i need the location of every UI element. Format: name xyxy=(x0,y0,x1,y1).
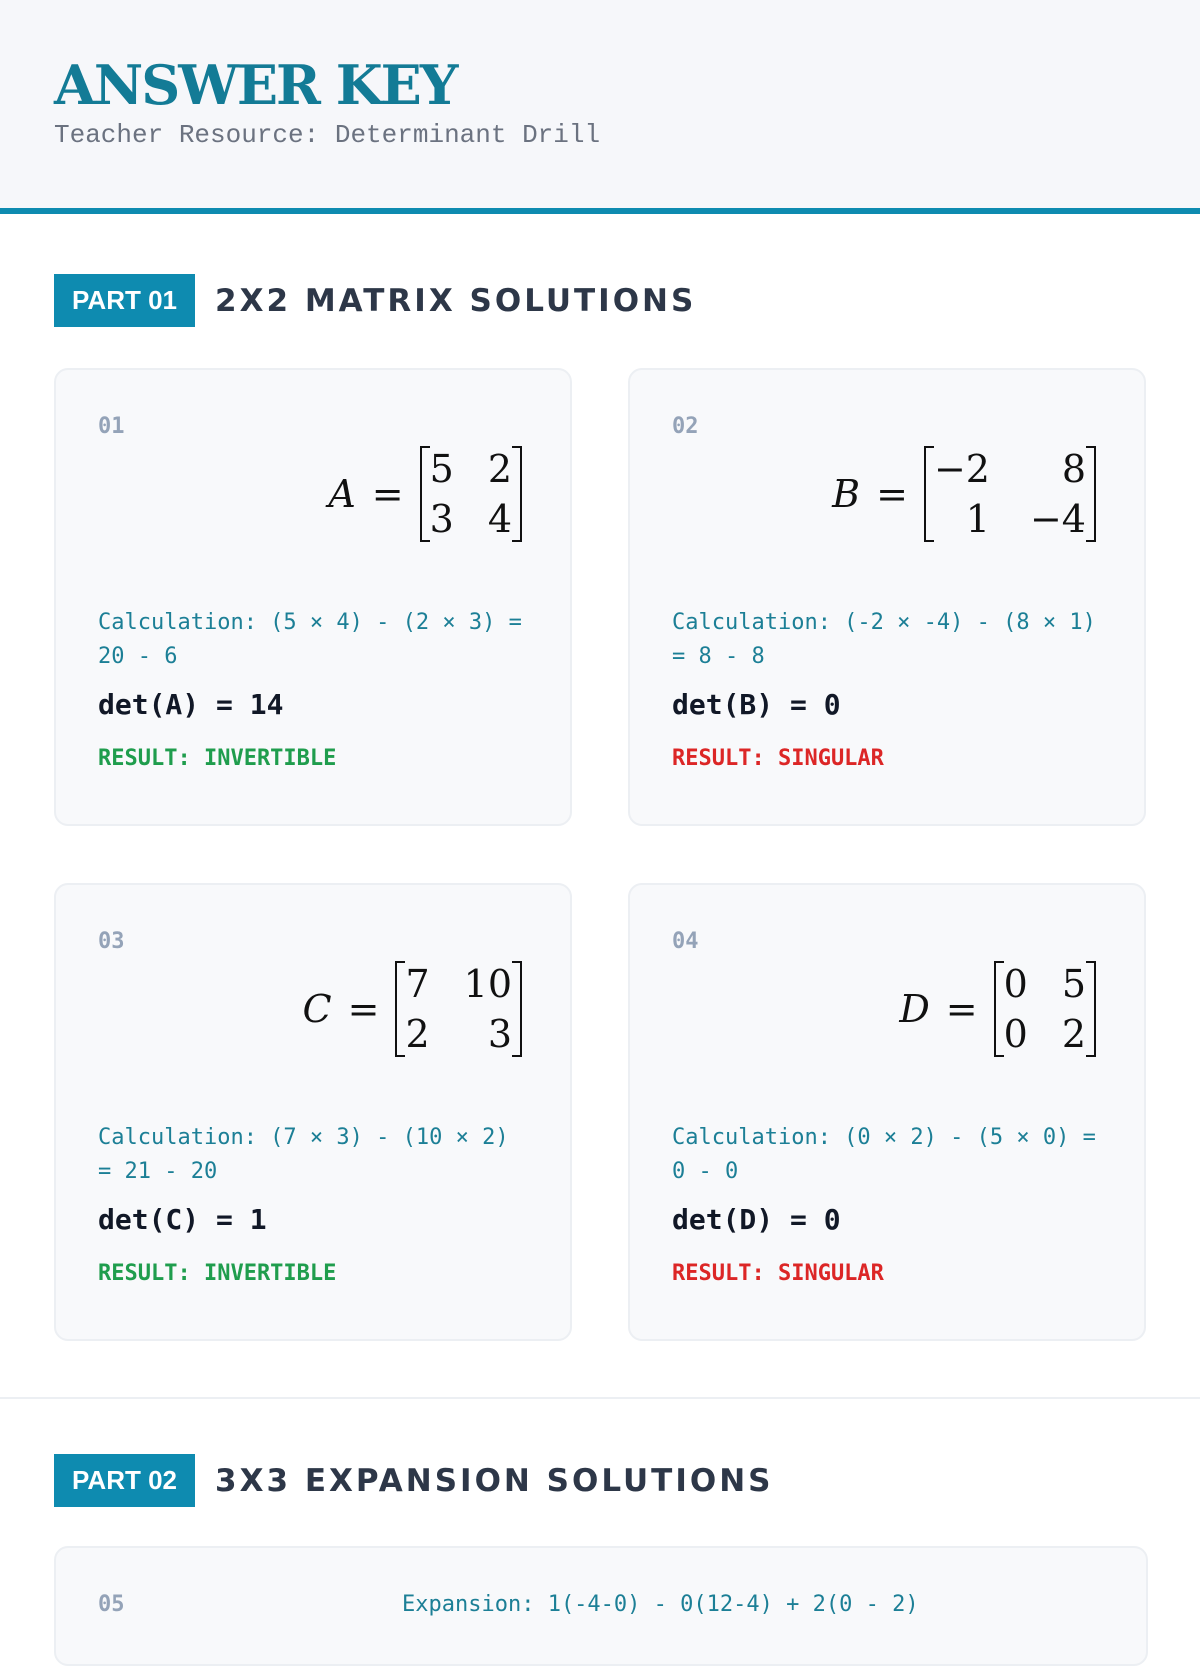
matrix-cell: 0 xyxy=(1003,1012,1028,1056)
calculation-text: Calculation: (0 × 2) - (5 × 0) = 0 - 0 xyxy=(672,1125,1096,1184)
expansion-text: Expansion: 1(-4-0) - 0(12-4) + 2(0 - 2) xyxy=(402,1592,919,1617)
matrix-name: D xyxy=(899,987,930,1031)
matrix-expression xyxy=(303,961,522,1057)
problem-card-03 xyxy=(54,883,572,1341)
calculation-text: Calculation: (-2 × -4) - (8 × 1) = 8 - 8 xyxy=(672,610,1096,669)
part-02-heading xyxy=(54,1454,773,1507)
problem-card-01 xyxy=(54,368,572,826)
result-badge: RESULT: INVERTIBLE xyxy=(98,746,337,771)
matrix-cell: 5 xyxy=(1061,962,1086,1006)
equals-sign: = xyxy=(876,472,908,516)
part-02-badge: PART 02 xyxy=(54,1454,195,1507)
matrix-cell: 3 xyxy=(487,1012,512,1056)
matrix xyxy=(924,446,1096,542)
determinant-value: det(C) = 1 xyxy=(98,1203,267,1236)
result-badge: RESULT: INVERTIBLE xyxy=(98,1261,337,1286)
determinant-value: det(A) = 14 xyxy=(98,688,284,721)
matrix-cell: 5 xyxy=(429,447,454,491)
matrix-name: C xyxy=(302,987,332,1031)
part-01-title: 2X2 MATRIX SOLUTIONS xyxy=(215,282,697,319)
matrix-cell: 2 xyxy=(405,1012,430,1056)
matrix-cell: −2 xyxy=(933,447,990,491)
matrix-cell: −4 xyxy=(1029,497,1086,541)
part-02-title: 3X3 EXPANSION SOLUTIONS xyxy=(215,1462,774,1499)
matrix-expression xyxy=(899,961,1096,1057)
page-title: ANSWER KEY xyxy=(54,53,457,117)
calculation-text: Calculation: (7 × 3) - (10 × 2) = 21 - 20 xyxy=(98,1125,509,1184)
matrix-name: B xyxy=(832,472,861,516)
problem-card-05 xyxy=(54,1546,1148,1666)
matrix-expression xyxy=(328,446,522,542)
matrix-cell: 4 xyxy=(487,497,512,541)
problem-card-02 xyxy=(628,368,1146,826)
page-subtitle: Teacher Resource: Determinant Drill xyxy=(54,120,601,150)
part-01-badge: PART 01 xyxy=(54,274,195,327)
problem-number: 02 xyxy=(672,414,699,439)
result-badge: RESULT: SINGULAR xyxy=(672,1261,884,1286)
equals-sign: = xyxy=(347,987,380,1031)
matrix xyxy=(994,961,1096,1057)
part-01-heading xyxy=(54,274,696,327)
problem-number: 05 xyxy=(98,1592,125,1617)
equals-sign: = xyxy=(371,472,404,516)
problem-number: 03 xyxy=(98,929,125,954)
matrix-cell: 7 xyxy=(405,962,430,1006)
header xyxy=(0,0,1200,214)
problem-number: 01 xyxy=(98,414,125,439)
problem-number: 04 xyxy=(672,929,699,954)
section-divider xyxy=(0,1397,1200,1399)
matrix-expression xyxy=(832,446,1096,542)
determinant-value: det(B) = 0 xyxy=(672,688,841,721)
result-badge: RESULT: SINGULAR xyxy=(672,746,884,771)
equals-sign: = xyxy=(945,987,978,1031)
matrix-cell: 2 xyxy=(1061,1012,1086,1056)
matrix-cell: 3 xyxy=(429,497,454,541)
matrix xyxy=(420,446,522,542)
determinant-value: det(D) = 0 xyxy=(672,1203,841,1236)
matrix-cell: 1 xyxy=(965,497,990,541)
matrix-name: A xyxy=(328,472,356,516)
matrix xyxy=(395,961,522,1057)
matrix-cell: 2 xyxy=(487,447,512,491)
calculation-text: Calculation: (5 × 4) - (2 × 3) = 20 - 6 xyxy=(98,610,522,669)
matrix-cell: 0 xyxy=(1003,962,1028,1006)
problem-card-04 xyxy=(628,883,1146,1341)
matrix-cell: 10 xyxy=(463,962,512,1006)
matrix-cell: 8 xyxy=(1061,447,1086,491)
